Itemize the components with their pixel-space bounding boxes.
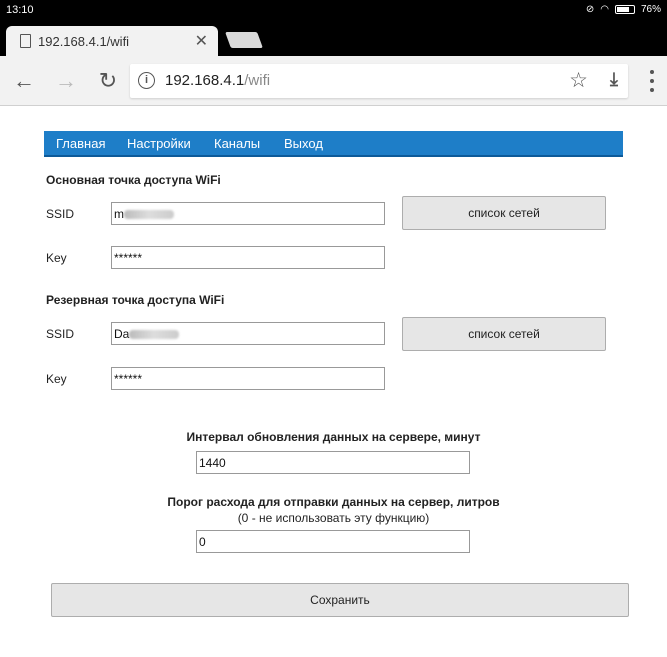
status-time: 13:10: [6, 4, 34, 16]
document-icon: [20, 34, 31, 48]
redacted-text: [124, 210, 174, 219]
backup-key-label: Key: [46, 372, 67, 386]
backup-ssid-input[interactable]: [111, 322, 385, 345]
save-button[interactable]: Сохранить: [51, 583, 629, 617]
back-arrow-icon[interactable]: ←: [13, 68, 35, 93]
dnd-icon: ⊘: [585, 4, 595, 15]
threshold-hint: (0 - не использовать эту функцию): [237, 511, 430, 525]
browser-tab[interactable]: [6, 26, 218, 56]
primary-key-label: Key: [46, 251, 67, 265]
overflow-menu-icon[interactable]: [649, 70, 655, 92]
threshold-label: Порог расхода для отправки данных на сервер, литров: [167, 495, 500, 509]
new-tab-button[interactable]: [225, 32, 263, 48]
status-bar: [0, 0, 667, 22]
forward-arrow-icon[interactable]: →: [55, 68, 77, 93]
site-nav: [44, 131, 623, 157]
battery-percent: 76%: [640, 4, 661, 15]
wifi-icon: ◠: [600, 4, 609, 15]
reload-icon[interactable]: ↻: [98, 68, 118, 93]
browser-toolbar: [0, 56, 667, 106]
primary-network-list-button[interactable]: список сетей: [402, 196, 606, 230]
primary-key-input[interactable]: ******: [111, 246, 385, 269]
backup-ap-title: Резервная точка доступа WiFi: [46, 293, 225, 307]
threshold-input[interactable]: 0: [196, 530, 470, 553]
backup-ssid-value: Da: [114, 327, 130, 341]
bookmark-star-icon[interactable]: ☆: [569, 69, 588, 92]
close-icon[interactable]: ✕: [194, 33, 208, 50]
battery-icon: [615, 5, 635, 14]
tab-title: 192.168.4.1/wifi: [38, 34, 130, 49]
primary-ssid-label: SSID: [46, 207, 75, 221]
nav-item-logout[interactable]: Выход: [284, 136, 323, 151]
nav-item-home[interactable]: Главная: [56, 136, 106, 151]
info-icon[interactable]: i: [138, 72, 155, 89]
status-icons: [586, 4, 661, 15]
nav-item-settings[interactable]: Настройки: [127, 136, 191, 151]
primary-ap-title: Основная точка доступа WiFi: [46, 173, 221, 187]
download-icon[interactable]: ⤓: [610, 69, 618, 89]
interval-input[interactable]: 1440: [196, 451, 470, 474]
backup-key-input[interactable]: ******: [111, 367, 385, 390]
interval-label: Интервал обновления данных на сервере, минут: [186, 430, 481, 444]
tab-strip: [0, 22, 667, 56]
primary-ssid-value: m: [114, 207, 124, 221]
url-text[interactable]: [165, 72, 270, 89]
primary-ssid-input[interactable]: [111, 202, 385, 225]
url-path: /wifi: [244, 72, 271, 89]
backup-ssid-label: SSID: [46, 327, 75, 341]
backup-network-list-button[interactable]: список сетей: [402, 317, 606, 351]
address-bar[interactable]: [130, 64, 628, 98]
nav-item-channels[interactable]: Каналы: [214, 136, 261, 151]
redacted-text: [129, 330, 179, 339]
url-host: 192.168.4.1: [165, 72, 245, 89]
